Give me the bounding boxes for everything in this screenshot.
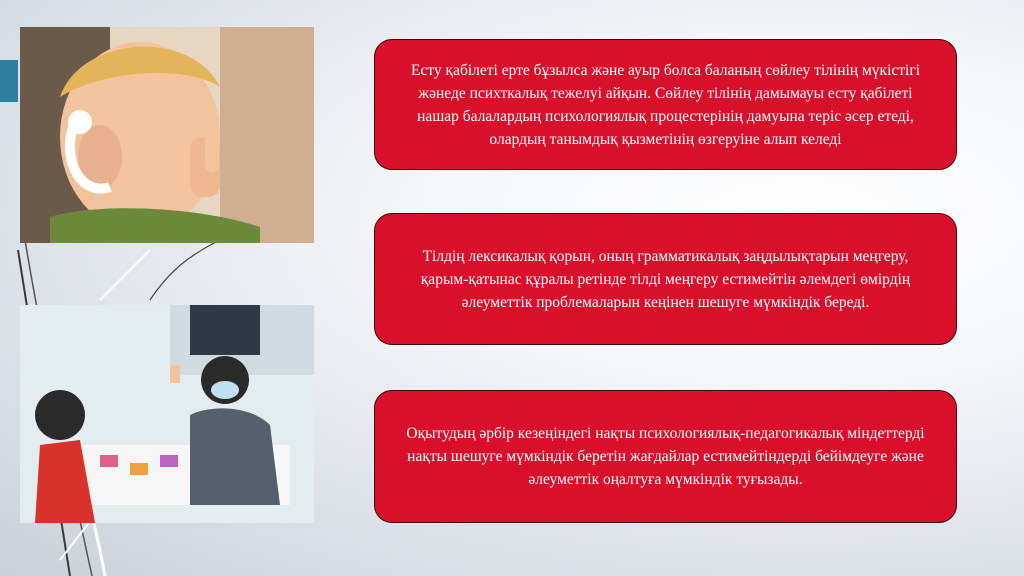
info-card-3-text: Оқытудың әрбір кезеңіндегі нақты психологиялық-педагогикалық міндеттерді нақты шешуге мүмкіндік беретін жағдайлар естимейтіндерді бейімдеуге және әлеуметтік оңалтуға мүмкіндік туғызады.: [406, 425, 925, 488]
info-card-2-text: Тілдің лексикалық қорын, оның грамматикалық заңдылықтарын меңгеру, қарым-қатынас құралы ретінде тілді меңгеру естимейтін әлемдегі өмірдің әлеуметтік проблемаларын кеңінен шешуге мүмкіндік береді.: [420, 247, 911, 311]
info-card-3: [374, 390, 957, 523]
child-cochlear-implant-photo: [20, 27, 314, 243]
info-card-2: [374, 213, 957, 345]
info-card-1: [374, 39, 957, 170]
info-card-1-text: Есту қабілеті ерте бұзылса және ауыр болса баланың сөйлеу тілінің мүкістігі жәнеде психткалық тежелуі айқын. Сөйлеу тілінің дамымауы есту қабілеті нашар балалардың психологиялық процестерінің дамуына теріс әсер етеді, олардың танымдық қызметінің өзгеруіне алып келеді: [411, 61, 920, 148]
hearing-therapy-session-photo: [20, 305, 314, 523]
